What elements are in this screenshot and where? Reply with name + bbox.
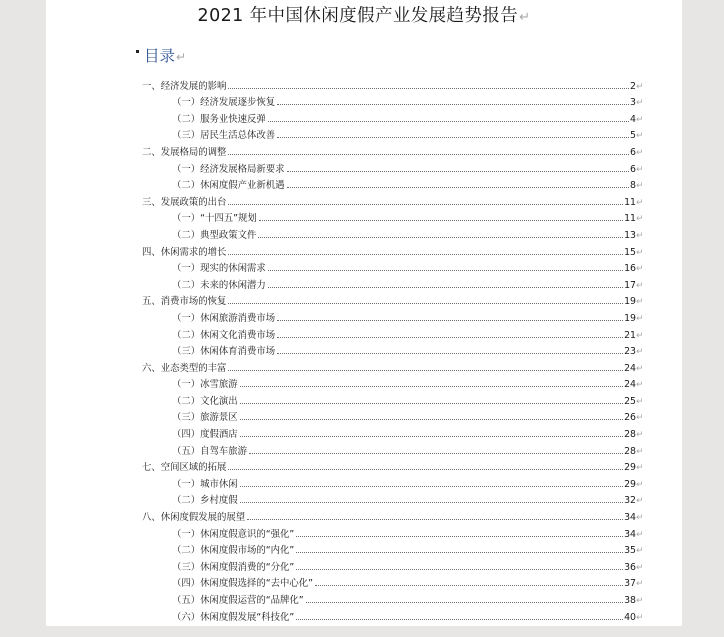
toc-entry[interactable] — [142, 540, 644, 557]
paragraph-mark: ↵ — [636, 612, 644, 623]
toc-entry[interactable] — [142, 440, 644, 457]
toc-entry-title: （三）居民生活总体改善 — [172, 130, 276, 142]
paragraph-mark: ↵ — [636, 579, 644, 590]
toc-dot-leader — [247, 519, 623, 520]
toc-dot-leader — [228, 370, 623, 371]
toc-entry-title: （一）经济发展逐步恢复 — [172, 97, 276, 109]
toc-dot-leader — [228, 254, 623, 255]
paragraph-mark: ↵ — [636, 280, 644, 291]
toc-entry-title: （一）休闲旅游消费市场 — [172, 312, 276, 324]
toc-entry[interactable] — [142, 423, 644, 440]
toc-entry-title: 一、经济发展的影响 — [142, 80, 227, 92]
paragraph-mark: ↵ — [636, 479, 644, 490]
toc-entry-title: （三）休闲度假消费的“分化” — [172, 561, 295, 573]
toc-dot-leader — [277, 337, 623, 338]
toc-entry-page-number: 24 — [624, 362, 636, 374]
toc-entry-page-number: 32 — [624, 495, 636, 507]
toc-dot-leader — [228, 469, 623, 470]
toc-entry-title: 四、休闲需求的增长 — [142, 246, 227, 258]
toc-entry[interactable] — [142, 75, 644, 92]
toc-entry[interactable] — [142, 523, 644, 540]
toc-entry-title: （二）休闲度假产业新机遇 — [172, 180, 285, 192]
toc-entry-title: （三）休闲体育消费市场 — [172, 346, 276, 358]
toc-dot-leader — [228, 88, 629, 89]
toc-entry[interactable] — [142, 224, 644, 241]
paragraph-mark: ↵ — [636, 330, 644, 341]
toc-entry-page-number: 13 — [624, 229, 636, 241]
toc-dot-leader — [315, 585, 623, 586]
toc-dot-leader — [296, 536, 623, 537]
toc-heading-text: 目录 — [144, 47, 176, 65]
toc-entry[interactable] — [142, 291, 644, 308]
paragraph-mark: ↵ — [636, 181, 644, 192]
document-title — [46, 2, 682, 27]
toc-entry-page-number: 15 — [624, 246, 636, 258]
paragraph-mark: ↵ — [636, 363, 644, 374]
paragraph-mark: ↵ — [636, 513, 644, 524]
paragraph-mark: ↵ — [636, 396, 644, 407]
toc-entry-title: 五、消费市场的恢复 — [142, 296, 227, 308]
toc-entry-page-number: 34 — [624, 512, 636, 524]
paragraph-mark: ↵ — [636, 546, 644, 557]
toc-dot-leader — [287, 187, 630, 188]
toc-entry-title: （二）文化演出 — [172, 395, 238, 407]
toc-entry-page-number: 40 — [624, 611, 636, 623]
document-page — [46, 0, 682, 626]
paragraph-mark: ↵ — [636, 562, 644, 573]
toc-entry-title: 七、空间区域的拓展 — [142, 462, 227, 474]
paragraph-mark: ↵ — [636, 197, 644, 208]
paragraph-mark: ↵ — [636, 496, 644, 507]
toc-entry[interactable] — [142, 556, 644, 573]
toc-entry[interactable] — [142, 390, 644, 407]
toc-entry-page-number: 11 — [624, 196, 636, 208]
toc-entry-title: （二）未来的休闲潜力 — [172, 279, 266, 291]
paragraph-mark: ↵ — [636, 131, 644, 142]
toc-entry-title: （五）休闲度假运营的“品牌化” — [172, 595, 304, 606]
toc-entry[interactable] — [142, 191, 644, 208]
toc-dot-leader — [240, 486, 623, 487]
toc-entry[interactable] — [142, 573, 644, 590]
toc-entry-page-number: 24 — [624, 379, 636, 391]
toc-entry[interactable] — [142, 490, 644, 507]
paragraph-mark: ↵ — [636, 264, 644, 275]
toc-entry[interactable] — [142, 158, 644, 175]
toc-dot-leader — [228, 303, 623, 304]
toc-entry-title: （二）典型政策文件 — [172, 229, 257, 241]
toc-entry-page-number: 5 — [630, 130, 636, 142]
toc-entry-page-number: 37 — [624, 578, 636, 590]
toc-entry-page-number: 19 — [624, 296, 636, 308]
toc-entry-title: （一）“十四五”规划 — [172, 213, 257, 225]
toc-dot-leader — [228, 204, 623, 205]
toc-entry[interactable] — [142, 473, 644, 490]
toc-dot-leader — [240, 419, 623, 420]
toc-entry-title: （四）休闲度假选择的“去中心化” — [172, 578, 313, 590]
toc-entry[interactable] — [142, 589, 644, 606]
paragraph-mark: ↵ — [519, 10, 531, 25]
toc-entry-title: （二）服务业快速反弹 — [172, 113, 266, 125]
paragraph-mark: ↵ — [636, 529, 644, 540]
toc-dot-leader — [228, 154, 629, 155]
toc-entry-page-number: 8 — [630, 180, 636, 192]
toc-entry[interactable] — [142, 341, 644, 358]
toc-entry[interactable] — [142, 374, 644, 391]
paragraph-mark: ↵ — [636, 596, 644, 606]
toc-entry[interactable] — [142, 407, 644, 424]
toc-entry[interactable] — [142, 258, 644, 275]
toc-entry-title: （二）乡村度假 — [172, 495, 238, 507]
toc-entry[interactable] — [142, 92, 644, 109]
toc-dot-leader — [258, 237, 623, 238]
toc-entry-page-number: 35 — [624, 545, 636, 557]
toc-entry[interactable] — [142, 175, 644, 192]
paragraph-mark: ↵ — [636, 247, 644, 258]
toc-dot-leader — [268, 121, 629, 122]
toc-entry-page-number: 34 — [624, 528, 636, 540]
toc-dot-leader — [277, 137, 629, 138]
toc-entry-title: （五）自驾车旅游 — [172, 445, 248, 457]
toc-entry-title: （一）现实的休闲需求 — [172, 263, 266, 275]
toc-entry-title: （一）城市休闲 — [172, 478, 238, 490]
paragraph-mark: ↵ — [636, 81, 644, 92]
toc-dot-leader — [296, 569, 623, 570]
toc-entry-title: 二、发展格局的调整 — [142, 146, 227, 158]
toc-entry-page-number: 6 — [630, 146, 636, 158]
toc-dot-leader — [296, 552, 623, 553]
table-of-contents — [142, 75, 644, 623]
toc-dot-leader — [240, 403, 623, 404]
toc-dot-leader — [296, 619, 623, 620]
toc-entry-page-number: 19 — [624, 312, 636, 324]
toc-entry-page-number: 28 — [624, 429, 636, 441]
toc-entry-title: （一）休闲度假意识的“强化” — [172, 528, 295, 540]
toc-dot-leader — [240, 436, 623, 437]
toc-entry-title: （二）休闲度假市场的“内化” — [172, 545, 295, 557]
paragraph-mark: ↵ — [636, 463, 644, 474]
toc-entry-page-number: 11 — [624, 213, 636, 225]
paragraph-mark: ↵ — [636, 230, 644, 241]
toc-entry-title: 八、休闲度假发展的展望 — [142, 512, 246, 524]
paragraph-mark: ↵ — [636, 214, 644, 225]
toc-entry-page-number: 4 — [630, 113, 636, 125]
toc-entry[interactable] — [142, 606, 644, 623]
toc-entry-page-number: 2 — [630, 80, 636, 92]
toc-entry[interactable] — [142, 125, 644, 142]
toc-entry-page-number: 38 — [624, 595, 636, 606]
toc-entry-page-number: 6 — [630, 163, 636, 175]
toc-dot-leader — [268, 270, 623, 271]
toc-entry-title: （一）经济发展格局新要求 — [172, 163, 285, 175]
toc-entry-page-number: 21 — [624, 329, 636, 341]
toc-entry[interactable] — [142, 506, 644, 523]
toc-entry-page-number: 36 — [624, 561, 636, 573]
toc-entry-title: （四）度假酒店 — [172, 429, 238, 441]
paragraph-mark: ↵ — [176, 50, 187, 64]
toc-dot-leader — [306, 602, 623, 603]
toc-dot-leader — [277, 104, 629, 105]
toc-entry-page-number: 29 — [624, 478, 636, 490]
toc-entry[interactable] — [142, 457, 644, 474]
toc-dot-leader — [277, 320, 623, 321]
toc-entry-title: 三、发展政策的出台 — [142, 196, 227, 208]
paragraph-mark: ↵ — [636, 347, 644, 358]
paragraph-mark: ↵ — [636, 430, 644, 441]
toc-entry-page-number: 16 — [624, 263, 636, 275]
toc-entry-page-number: 28 — [624, 445, 636, 457]
paragraph-mark: ↵ — [636, 114, 644, 125]
paragraph-mark: ↵ — [636, 380, 644, 391]
toc-entry[interactable] — [142, 241, 644, 258]
toc-entry[interactable] — [142, 141, 644, 158]
toc-entry-title: （二）休闲文化消费市场 — [172, 329, 276, 341]
toc-entry[interactable] — [142, 274, 644, 291]
toc-dot-leader — [277, 353, 623, 354]
toc-entry-page-number: 29 — [624, 462, 636, 474]
toc-entry[interactable] — [142, 108, 644, 125]
toc-entry[interactable] — [142, 208, 644, 225]
toc-entry-page-number: 25 — [624, 395, 636, 407]
toc-dot-leader — [268, 287, 623, 288]
toc-entry[interactable] — [142, 357, 644, 374]
toc-entry-page-number: 3 — [630, 97, 636, 109]
paragraph-mark: ↵ — [636, 98, 644, 109]
toc-entry-title: （一）冰雪旅游 — [172, 379, 238, 391]
toc-entry[interactable] — [142, 307, 644, 324]
toc-heading — [144, 44, 186, 66]
paragraph-mark: ↵ — [636, 147, 644, 158]
toc-entry-page-number: 26 — [624, 412, 636, 424]
paragraph-mark: ↵ — [636, 297, 644, 308]
paragraph-mark: ↵ — [636, 446, 644, 457]
paragraph-mark: ↵ — [636, 164, 644, 175]
toc-dot-leader — [259, 220, 623, 221]
toc-entry-title: 六、业态类型的丰富 — [142, 362, 227, 374]
toc-dot-leader — [240, 386, 623, 387]
document-title-text: 2021 年中国休闲度假产业发展趋势报告 — [197, 6, 519, 26]
toc-entry-page-number: 23 — [624, 346, 636, 358]
toc-dot-leader — [240, 502, 623, 503]
paragraph-mark: ↵ — [636, 413, 644, 424]
toc-dot-leader — [287, 171, 630, 172]
toc-dot-leader — [249, 453, 623, 454]
heading-bullet-marker — [136, 50, 139, 53]
paragraph-mark: ↵ — [636, 313, 644, 324]
toc-entry-title: （六）休闲度假发展“科技化” — [172, 611, 295, 623]
toc-entry-title: （三）旅游景区 — [172, 412, 238, 424]
toc-entry[interactable] — [142, 324, 644, 341]
toc-entry-page-number: 17 — [624, 279, 636, 291]
